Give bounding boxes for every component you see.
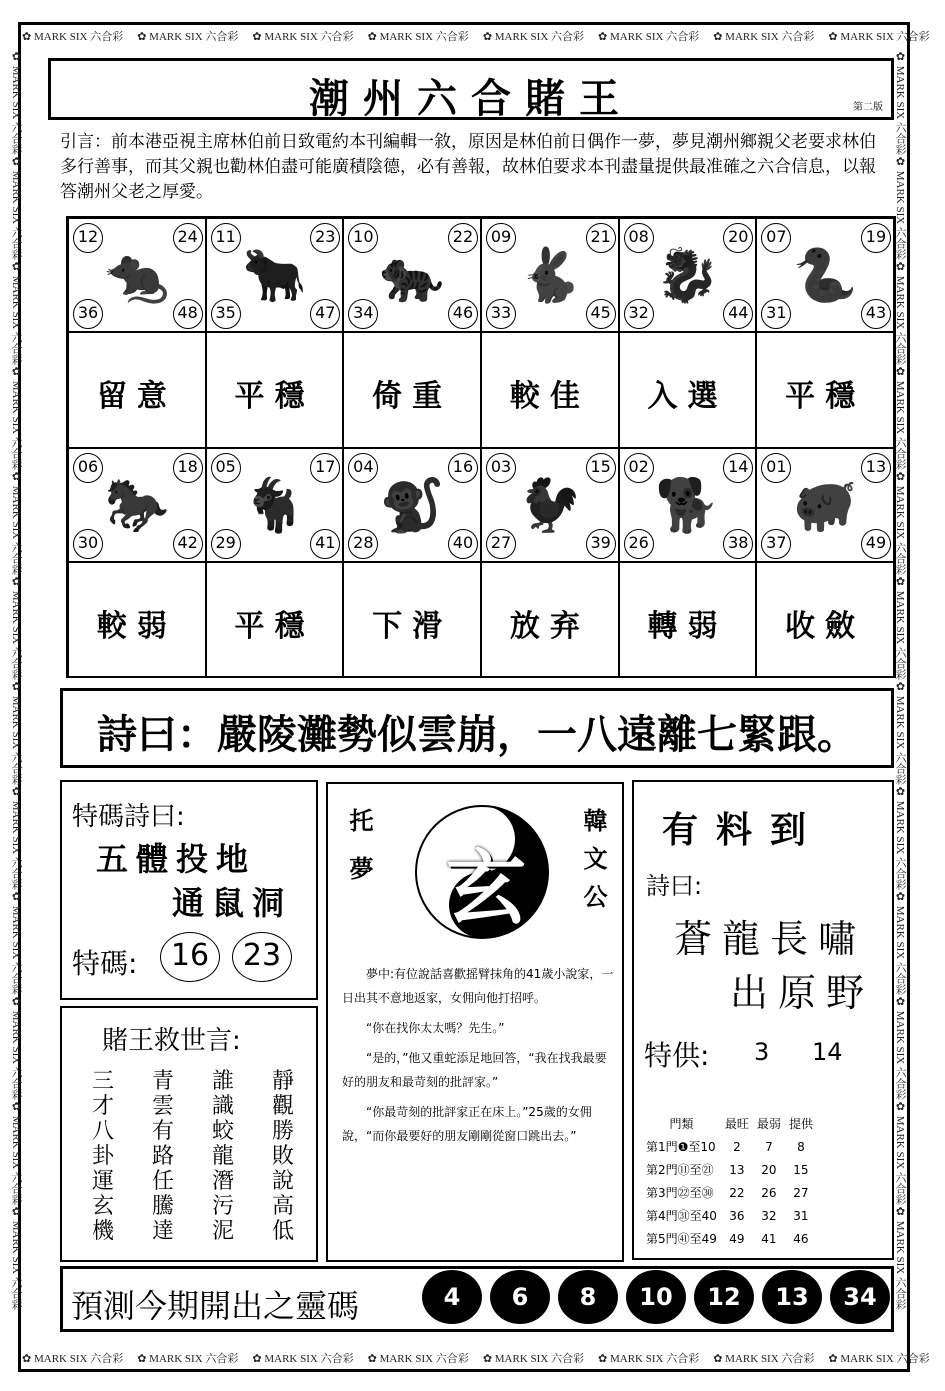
special-poem-line2: 通鼠洞	[172, 884, 293, 922]
saying-char: 低	[272, 1219, 295, 1244]
special-code-2: 23	[232, 932, 292, 982]
saying-title: 賭王救世言:	[102, 1026, 241, 1056]
dream-paragraph: “你最苛刻的批評家正在床上。”25歲的女佣說，“而你最要好的朋友剛剛從窗口跳出去。”	[342, 1105, 592, 1143]
prediction-ball: 6	[490, 1270, 550, 1324]
table-cell: 15	[793, 1162, 809, 1177]
rat-cell-tag	[68, 332, 206, 448]
saying-char: 污	[212, 1194, 235, 1219]
table-cell: 13	[729, 1162, 745, 1177]
goat-cell	[206, 448, 344, 562]
saying-char: 靜	[272, 1069, 295, 1094]
zodiac-number: 36	[73, 299, 103, 329]
zodiac-number: 03	[486, 453, 516, 483]
table-cell: 第4門㉛至40	[646, 1209, 717, 1223]
dog-cell	[619, 448, 757, 562]
intro-text: 引言：前本港亞視主席林伯前日致電約本刊編輯一敘，原因是林伯前日偶作一夢，夢見潮州鄉親父老要求林伯多行善事，而其父親也勸林伯盡可能廣積陰德，必有善報，故林伯要求本刊盡量提供最准確之六合信息，以報答潮州父老之厚愛。	[60, 132, 876, 202]
page-title: 潮州六合賭王	[309, 75, 633, 122]
zodiac-number: 14	[723, 453, 753, 483]
zodiac-number: 18	[173, 453, 203, 483]
zodiac-number: 13	[861, 453, 891, 483]
zodiac-tag-text: 收斂	[785, 609, 866, 644]
dream-box	[326, 782, 624, 1262]
zodiac-number: 21	[586, 223, 616, 253]
special-code-1: 16	[160, 932, 220, 982]
saying-char: 觀	[272, 1094, 295, 1119]
saying-char: 識	[212, 1094, 235, 1119]
prediction-ball: 8	[558, 1270, 618, 1324]
saying-char: 才	[92, 1094, 115, 1119]
zodiac-number: 43	[861, 299, 891, 329]
table-cell: 32	[761, 1208, 777, 1223]
zodiac-number: 08	[624, 223, 654, 253]
saying-char: 任	[152, 1169, 175, 1194]
zodiac-number: 02	[624, 453, 654, 483]
dog-cell-tag	[619, 562, 757, 678]
saying-char: 誰	[212, 1069, 235, 1094]
border-strip-right: ✿ MARK SIX 六合彩✿ MARK SIX 六合彩✿ MARK SIX 六合彩✿ MARK SIX 六合彩✿ MARK SIX 六合彩✿ MARK SIX 六合彩✿ MARK SIX 六合彩✿ MARK SIX 六合彩✿ MARK SIX 六合彩✿ MARK SIX 六合彩✿ MARK SIX 六合彩✿ MARK SIX 六合彩	[894, 50, 906, 1310]
zodiac-number: 27	[486, 529, 516, 559]
table-row	[642, 1158, 817, 1181]
dream-left-label: 托夢	[345, 808, 373, 904]
zodiac-number: 48	[173, 299, 203, 329]
zodiac-number: 38	[723, 529, 753, 559]
saying-char: 運	[92, 1169, 115, 1194]
gate-header: 提供	[788, 1117, 813, 1131]
news-poem-label: 詩曰:	[646, 872, 703, 900]
gate-table-wrap	[642, 1112, 888, 1250]
prediction-ball: 10	[626, 1270, 686, 1324]
zodiac-tag-text: 平穩	[785, 379, 866, 414]
pig-icon: 🐖	[792, 476, 858, 536]
zodiac-number: 33	[486, 299, 516, 329]
prediction-ball: 12	[694, 1270, 754, 1324]
table-cell: 2	[733, 1139, 741, 1154]
news-line1: 蒼龍長嘯	[674, 917, 867, 961]
zodiac-number: 23	[310, 223, 340, 253]
zodiac-number: 30	[73, 529, 103, 559]
zodiac-number: 37	[761, 529, 791, 559]
ox-cell-tag	[206, 332, 344, 448]
zodiac-number: 26	[624, 529, 654, 559]
zodiac-tag-text: 平穩	[234, 379, 315, 414]
tiger-cell	[343, 218, 481, 332]
saying-char: 機	[92, 1219, 115, 1244]
prediction-label: 預測今期開出之靈碼	[71, 1287, 360, 1325]
table-cell: 36	[729, 1208, 745, 1223]
news-special-2: 14	[812, 1038, 843, 1066]
saying-char: 路	[152, 1144, 175, 1169]
saying-char: 雲	[152, 1094, 175, 1119]
horse-icon: 🐎	[104, 476, 170, 536]
zodiac-number: 20	[723, 223, 753, 253]
gate-header: 最弱	[756, 1117, 781, 1131]
table-cell: 第5門㊶至49	[646, 1232, 717, 1246]
snake-cell	[756, 218, 894, 332]
tiger-cell-tag	[343, 332, 481, 448]
news-special-1: 3	[754, 1038, 770, 1066]
zodiac-number: 41	[310, 529, 340, 559]
saying-char: 有	[152, 1119, 175, 1144]
saying-char: 玄	[92, 1194, 115, 1219]
table-row	[642, 1227, 817, 1250]
table-cell: 第3門㉒至㉚	[646, 1186, 714, 1200]
zodiac-tag-text: 入選	[647, 379, 728, 414]
goat-icon: 🐐	[242, 476, 307, 536]
border-strip-bottom: ✿ MARK SIX 六合彩 ✿ MARK SIX 六合彩 ✿ MARK SIX 六合彩 ✿ MARK SIX 六合彩 ✿ MARK SIX 六合彩 ✿ MARK SIX 六合彩 ✿ MARK SIX 六合彩 ✿ MARK SIX 六合彩	[22, 1353, 930, 1365]
dog-icon: 🐕	[655, 476, 720, 536]
news-heading: 有料到	[662, 810, 825, 851]
saying-char: 說	[272, 1169, 295, 1194]
zodiac-number: 44	[723, 299, 753, 329]
zodiac-number: 39	[586, 529, 616, 559]
prediction-ball: 13	[762, 1270, 822, 1324]
zodiac-number: 15	[586, 453, 616, 483]
special-poem-box	[60, 780, 318, 1000]
zodiac-tag-text: 留意	[96, 379, 177, 414]
rat-cell	[68, 218, 206, 332]
rooster-cell	[481, 448, 619, 562]
poem-text: 詩曰：嚴陵灘勢似雲崩，一八遠離七緊跟。	[97, 712, 857, 758]
table-cell: 46	[793, 1231, 809, 1246]
table-cell: 26	[761, 1185, 777, 1200]
saying-char: 龍	[212, 1144, 235, 1169]
saying-char: 高	[272, 1194, 295, 1219]
saying-box	[60, 1006, 318, 1262]
border-strip-top: ✿ MARK SIX 六合彩 ✿ MARK SIX 六合彩 ✿ MARK SIX 六合彩 ✿ MARK SIX 六合彩 ✿ MARK SIX 六合彩 ✿ MARK SIX 六合彩 ✿ MARK SIX 六合彩 ✿ MARK SIX 六合彩	[22, 31, 930, 43]
zodiac-number: 32	[624, 299, 654, 329]
zodiac-number: 19	[861, 223, 891, 253]
zodiac-number: 09	[486, 223, 516, 253]
table-cell: 22	[729, 1185, 745, 1200]
zodiac-number: 17	[310, 453, 340, 483]
edition-label: 第二版	[853, 102, 883, 113]
horse-cell	[68, 448, 206, 562]
table-cell: 第2門⑪至㉑	[646, 1163, 714, 1177]
gate-table	[642, 1112, 817, 1250]
dragon-cell	[619, 218, 757, 332]
zodiac-number: 11	[211, 223, 241, 253]
special-poem-label: 特碼詩曰:	[72, 802, 185, 832]
table-cell: 8	[797, 1139, 805, 1154]
gate-header: 最旺	[724, 1117, 749, 1131]
zodiac-grid	[66, 216, 896, 678]
table-cell: 20	[761, 1162, 777, 1177]
zodiac-number: 35	[211, 299, 241, 329]
zodiac-number: 06	[73, 453, 103, 483]
saying-char: 卦	[92, 1144, 115, 1169]
zodiac-number: 31	[761, 299, 791, 329]
special-poem-line1: 五體投地	[96, 840, 257, 878]
zodiac-tag-text: 放弃	[509, 609, 590, 644]
title-box	[48, 58, 894, 120]
zodiac-number: 10	[348, 223, 378, 253]
table-cell: 第1門❶至10	[646, 1140, 716, 1154]
saying-char: 泥	[212, 1219, 235, 1244]
dream-paragraph: “你在找你太太嗎？先生。”	[366, 1021, 505, 1035]
saying-char: 潛	[212, 1169, 235, 1194]
zodiac-number: 45	[586, 299, 616, 329]
dream-paragraph: “是的，”他又重蛇添足地回答，“我在找我最要好的朋友和最苛刻的批評家。”	[342, 1051, 607, 1089]
monkey-cell-tag	[343, 562, 481, 678]
zodiac-number: 49	[861, 529, 891, 559]
saying-char: 騰	[152, 1194, 175, 1219]
zodiac-number: 05	[211, 453, 241, 483]
zodiac-number: 01	[761, 453, 791, 483]
zodiac-number: 46	[448, 299, 478, 329]
zodiac-number: 40	[448, 529, 478, 559]
table-cell: 7	[765, 1139, 773, 1154]
special-code-label: 特碼:	[72, 947, 138, 980]
zodiac-number: 16	[448, 453, 478, 483]
prediction-ball: 4	[422, 1270, 482, 1324]
zodiac-number: 24	[173, 223, 203, 253]
saying-char: 青	[152, 1069, 175, 1094]
rabbit-icon: 🐇	[517, 246, 583, 306]
ox-icon: 🐂	[242, 246, 307, 306]
dragon-icon: 🐉	[655, 246, 720, 306]
zodiac-number: 42	[173, 529, 203, 559]
news-special-label: 特供:	[644, 1039, 710, 1072]
saying-char: 達	[152, 1219, 175, 1244]
zodiac-number: 12	[73, 223, 103, 253]
saying-char: 蛟	[212, 1119, 235, 1144]
news-box	[632, 780, 894, 1260]
ox-cell	[206, 218, 344, 332]
zodiac-number: 47	[310, 299, 340, 329]
horse-cell-tag	[68, 562, 206, 678]
table-cell: 49	[729, 1231, 745, 1246]
saying-char: 敗	[272, 1144, 295, 1169]
rooster-cell-tag	[481, 562, 619, 678]
table-cell: 31	[793, 1208, 809, 1223]
saying-char: 勝	[272, 1119, 295, 1144]
zodiac-tag-text: 倚重	[372, 379, 453, 414]
zodiac-number: 07	[761, 223, 791, 253]
snake-cell-tag	[756, 332, 894, 448]
zodiac-tag-text: 下滑	[372, 609, 453, 644]
pig-cell-tag	[756, 562, 894, 678]
table-row	[642, 1204, 817, 1227]
prediction-ball: 34	[830, 1270, 890, 1324]
zodiac-tag-text: 平穩	[234, 609, 315, 644]
rooster-icon: 🐓	[517, 476, 583, 536]
dream-emblem: 玄	[446, 842, 526, 935]
goat-cell-tag	[206, 562, 344, 678]
gate-header: 門類	[669, 1117, 694, 1131]
zodiac-number: 29	[211, 529, 241, 559]
monkey-icon: 🐒	[379, 476, 445, 536]
dragon-cell-tag	[619, 332, 757, 448]
rabbit-cell	[481, 218, 619, 332]
zodiac-number: 22	[448, 223, 478, 253]
news-line2: 出原野	[730, 971, 875, 1015]
saying-char: 三	[92, 1069, 115, 1094]
table-cell: 27	[793, 1185, 809, 1200]
rabbit-cell-tag	[481, 332, 619, 448]
zodiac-tag-text: 較佳	[509, 379, 590, 414]
pig-cell	[756, 448, 894, 562]
zodiac-tag-text: 轉弱	[647, 609, 728, 644]
dream-paragraph: 夢中:有位說話喜歡摇臂抹角的41歲小說家，一日出其不意地返家，女佣向他打招呼。	[342, 967, 614, 1005]
saying-char: 八	[92, 1119, 115, 1144]
snake-icon: 🐍	[792, 246, 858, 306]
monkey-cell	[343, 448, 481, 562]
zodiac-number: 28	[348, 529, 378, 559]
dream-right-label: 韓文公	[579, 808, 607, 922]
table-cell: 41	[761, 1231, 777, 1246]
table-row	[642, 1135, 817, 1158]
tiger-icon: 🐅	[379, 246, 445, 306]
rat-icon: 🐀	[104, 246, 170, 306]
zodiac-number: 34	[348, 299, 378, 329]
zodiac-number: 04	[348, 453, 378, 483]
zodiac-tag-text: 較弱	[96, 609, 177, 644]
table-row	[642, 1181, 817, 1204]
border-strip-left: ✿ MARK SIX 六合彩✿ MARK SIX 六合彩✿ MARK SIX 六合彩✿ MARK SIX 六合彩✿ MARK SIX 六合彩✿ MARK SIX 六合彩✿ MARK SIX 六合彩✿ MARK SIX 六合彩✿ MARK SIX 六合彩✿ MARK SIX 六合彩✿ MARK SIX 六合彩✿ MARK SIX 六合彩	[10, 50, 22, 1310]
poem-bar	[60, 688, 894, 768]
